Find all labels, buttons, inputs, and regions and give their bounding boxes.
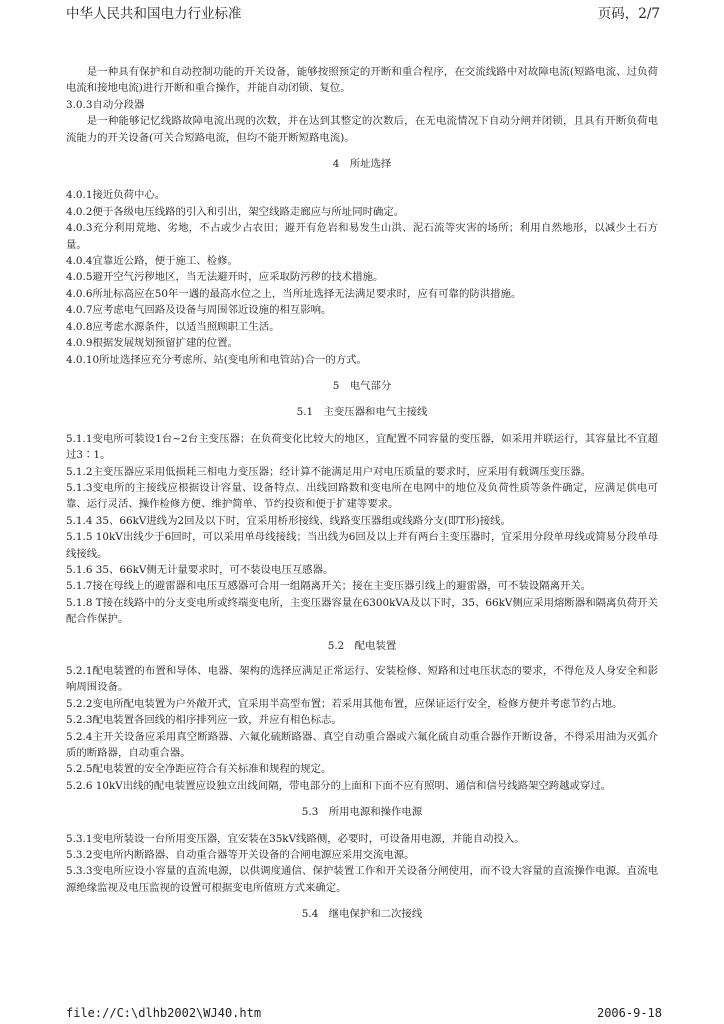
document-body [66,64,658,923]
section-5-3-title: 5.3 所用电源和操作电源 [301,806,423,819]
list-item: 5.1.1变电所可装设1台~2台主变压器；在负荷变化比较大的地区，宜配置不同容量的变压器，如采用并联运行，其容量比不宜超过3∶1。 [66,432,658,462]
list-item: 4.0.4宜靠近公路，便于施工、检修。 [66,255,238,268]
list-item: 4.0.10所址选择应充分考虑所、站(变电所和电管站)合一的方式。 [66,353,367,366]
list-item: 5.1.7接在母线上的避雷器和电压互感器可合用一组隔离开关；接在主变压器引线上的避雷器，可不装设隔离开关。 [66,580,592,593]
paragraph-sectionalizer: 是一种能够记忆线路故障电流出现的次数，并在达到其整定的次数后，在无电流情况下自动分闸并闭锁，且具有开断负荷电流能力的开关设备(可关合短路电流，但均不能开断短路电流)。 [66,115,658,144]
print-date: 2006-9-18 [596,1006,662,1020]
list-item: 5.3.2变电所内断路器、自动重合器等开关设备的合闸电源应采用交流电源。 [66,849,415,862]
list-item: 5.1.8 T接在线路中的分支变电所或终端变电所，主变压器容量在6300kVA及以下时，35、66kV侧应采用熔断器和隔离负荷开关配合作保护。 [66,596,658,626]
heading-3-0-3: 3.0.3自动分段器 [66,98,145,111]
list-item: 5.2.5配电装置的安全净距应符合有关标准和规程的规定。 [66,763,332,776]
list-item: 5.2.6 10kV出线的配电装置应设独立出线间隔，带电部分的上面和下面不应有照明、通信和信号线路架空跨越或穿过。 [66,779,612,792]
file-path: file://C:\dlhb2002\WJ40.htm [66,1006,262,1020]
section-5-4-title: 5.4 继电保护和二次接线 [301,908,423,921]
standard-title: 中华人民共和国电力行业标准 [66,6,242,22]
section-5-1-title: 5.1 主变压器和电气主接线 [296,406,428,419]
list-item: 5.1.6 35、66kV侧无计量要求时，可不装设电压互感器。 [66,563,334,576]
list-item: 4.0.9根据发展规划预留扩建的位置。 [66,337,238,350]
page-number: 页码，2/7 [597,6,660,22]
list-item: 5.2.4主开关设备应采用真空断路器、六氟化硫断路器、真空自动重合器或六氟化硫自动重合器作开断设备，不得采用油为灭弧介质的断路器，自动重合器。 [66,730,658,760]
list-item: 5.3.3变电所应设小容量的直流电源，以供调度通信、保护装置工作和开关设备分闸使用，而不设大容量的直流操作电源。直流电源绝缘监视及电压监视的设置可根据变电所值班方式来确定。 [66,865,658,894]
list-item: 4.0.1接近负荷中心。 [66,189,166,202]
list-item: 5.1.4 35、66kV进线为2回及以下时，宜采用桥形接线、线路变压器组或线路分支(即T形)接线。 [66,514,511,527]
list-item: 4.0.2便于各级电压线路的引入和引出，架空线路走廊应与所址同时确定。 [66,205,405,218]
section-4-title: 4 所址选择 [332,158,392,171]
list-item: 4.0.7应考虑电气回路及设备与周围邻近设施的相互影响。 [66,304,332,317]
list-item: 5.2.2变电所配电装置为户外敞开式，宜采用半高型布置；若采用其他布置，应保证运行安全，检修方便并考虑节约占地。 [66,697,623,710]
list-item: 5.3.1变电所装设一台所用变压器，宜安装在35kV线路侧，必要时，可设备用电源，并能自动投入。 [66,832,525,845]
list-item: 5.2.1配电装置的布置和导体、电器、架构的选择应满足正常运行、安装检修、短路和过电压状态的要求，不得危及人身安全和影响周围设备。 [66,665,658,694]
page-header [66,0,660,20]
list-item: 5.1.2主变压器应采用低损耗三相电力变压器；经计算不能满足用户对电压质量的要求时，应采用有载调压变压器。 [66,465,592,478]
section-5-title: 5 电气部分 [332,379,392,392]
list-item: 4.0.6所址标高应在50年一遇的最高水位之上，当所址选择无法满足要求时，应有可靠的防洪措施。 [66,287,522,300]
list-item: 4.0.8应考虑水源条件，以适当照顾职工生活。 [66,320,280,333]
section-5-2-title: 5.2 配电装置 [327,639,397,652]
list-item: 5.1.5 10kV出线少于6回时，可以采用单母线接线；当出线为6回及以上并有两台主变压器时，宜采用分段单母线或简易分段单母线接线。 [66,531,658,560]
list-item: 4.0.3充分利用荒地、劣地，不占或少占农田；避开有危岩和易发生山洪、泥石流等灾害的场所；利用自然地形，以减少土石方量。 [66,222,658,251]
list-item: 4.0.5避开空气污秽地区，当无法避开时，应采取防污秽的技术措施。 [66,271,384,284]
list-item: 5.2.3配电装置各回线的相序排列应一致，并应有相色标志。 [66,714,342,727]
paragraph-auto-recloser: 是一种具有保护和自动控制功能的开关设备，能够按照预定的开断和重合程序，在交流线路中对故障电流(短路电流、过负荷电流和接地电流)进行开断和重合操作，并能自动闭锁、复位。 [66,66,658,95]
list-item: 5.1.3变电所的主接线应根据设计容量、设备特点、出线回路数和变电所在电网中的地位及负荷性质等条件确定，应满足供电可靠、运行灵活、操作检修方便、维护简单、节约投资和便于扩建等要求。 [66,481,658,511]
